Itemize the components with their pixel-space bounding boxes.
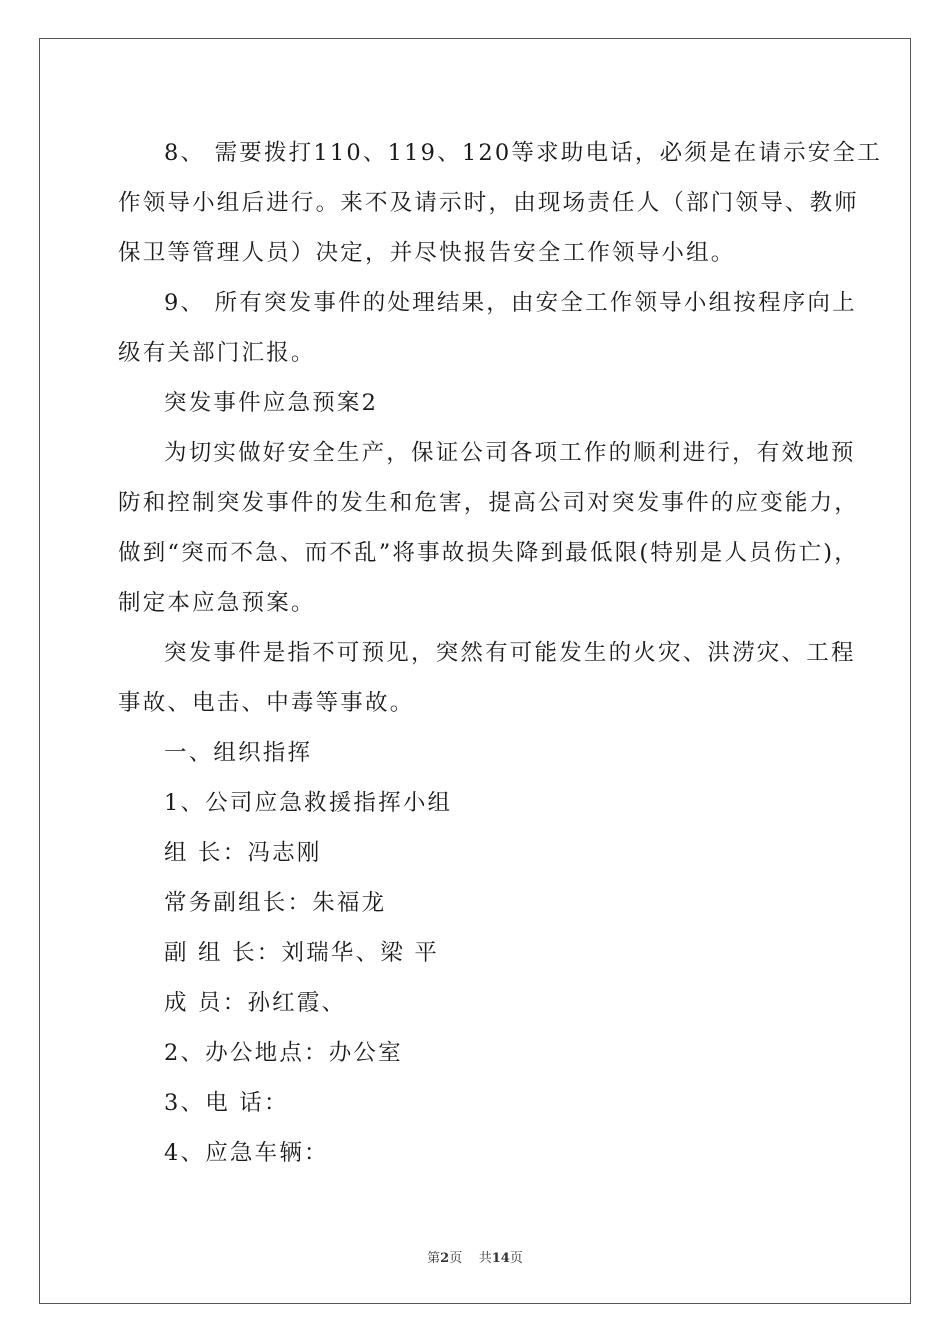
text-line: 突发事件是指不可预见，突然有可能发生的火灾、洪涝灾、工程 — [164, 640, 856, 666]
text-line: 8、 需要拨打110、119、120等求助电话，必须是在请示安全工 — [164, 140, 882, 166]
subsection-heading: 一、组织指挥 — [164, 740, 313, 766]
text-line: 作领导小组后进行。来不及请示时，由现场责任人（部门领导、教师 — [118, 190, 860, 216]
text-line: 常务副组长：朱福龙 — [164, 890, 387, 916]
text-line: 保卫等管理人员）决定，并尽快报告安全工作领导小组。 — [118, 240, 736, 266]
text-line: 组 长：冯志刚 — [164, 840, 322, 866]
text-line: 2、办公地点：办公室 — [164, 1040, 403, 1066]
text-line: 做到“突而不急、而不乱”将事故损失降到最低限(特别是人员伤亡)， — [118, 540, 859, 566]
total-prefix: 共 — [478, 1251, 492, 1266]
text-line: 级有关部门汇报。 — [118, 340, 316, 366]
text-line: 3、电 话： — [164, 1090, 289, 1116]
text-line: 防和控制突发事件的发生和危害，提高公司对突发事件的应变能力， — [118, 490, 860, 516]
text-line: 副 组 长：刘瑞华、梁 平 — [164, 940, 440, 966]
page-number: 2 — [440, 1251, 450, 1266]
section-heading: 突发事件应急预案2 — [164, 390, 379, 416]
text-line: 4、应急车辆： — [164, 1140, 329, 1166]
total-pages: 14 — [491, 1251, 510, 1266]
page-suffix: 页 — [449, 1251, 463, 1266]
document-body — [118, 128, 882, 1178]
page-prefix: 第 — [427, 1251, 441, 1266]
text-line: 1、公司应急救援指挥小组 — [164, 790, 453, 816]
text-line: 为切实做好安全生产，保证公司各项工作的顺利进行，有效地预 — [164, 440, 856, 466]
page-footer — [0, 1247, 950, 1266]
text-line: 事故、电击、中毒等事故。 — [118, 690, 415, 716]
total-suffix: 页 — [509, 1251, 523, 1266]
text-line: 9、 所有突发事件的处理结果，由安全工作领导小组按程序向上 — [164, 290, 857, 316]
text-line: 成 员：孙红霞、 — [164, 990, 347, 1016]
text-line: 制定本应急预案。 — [118, 590, 316, 616]
